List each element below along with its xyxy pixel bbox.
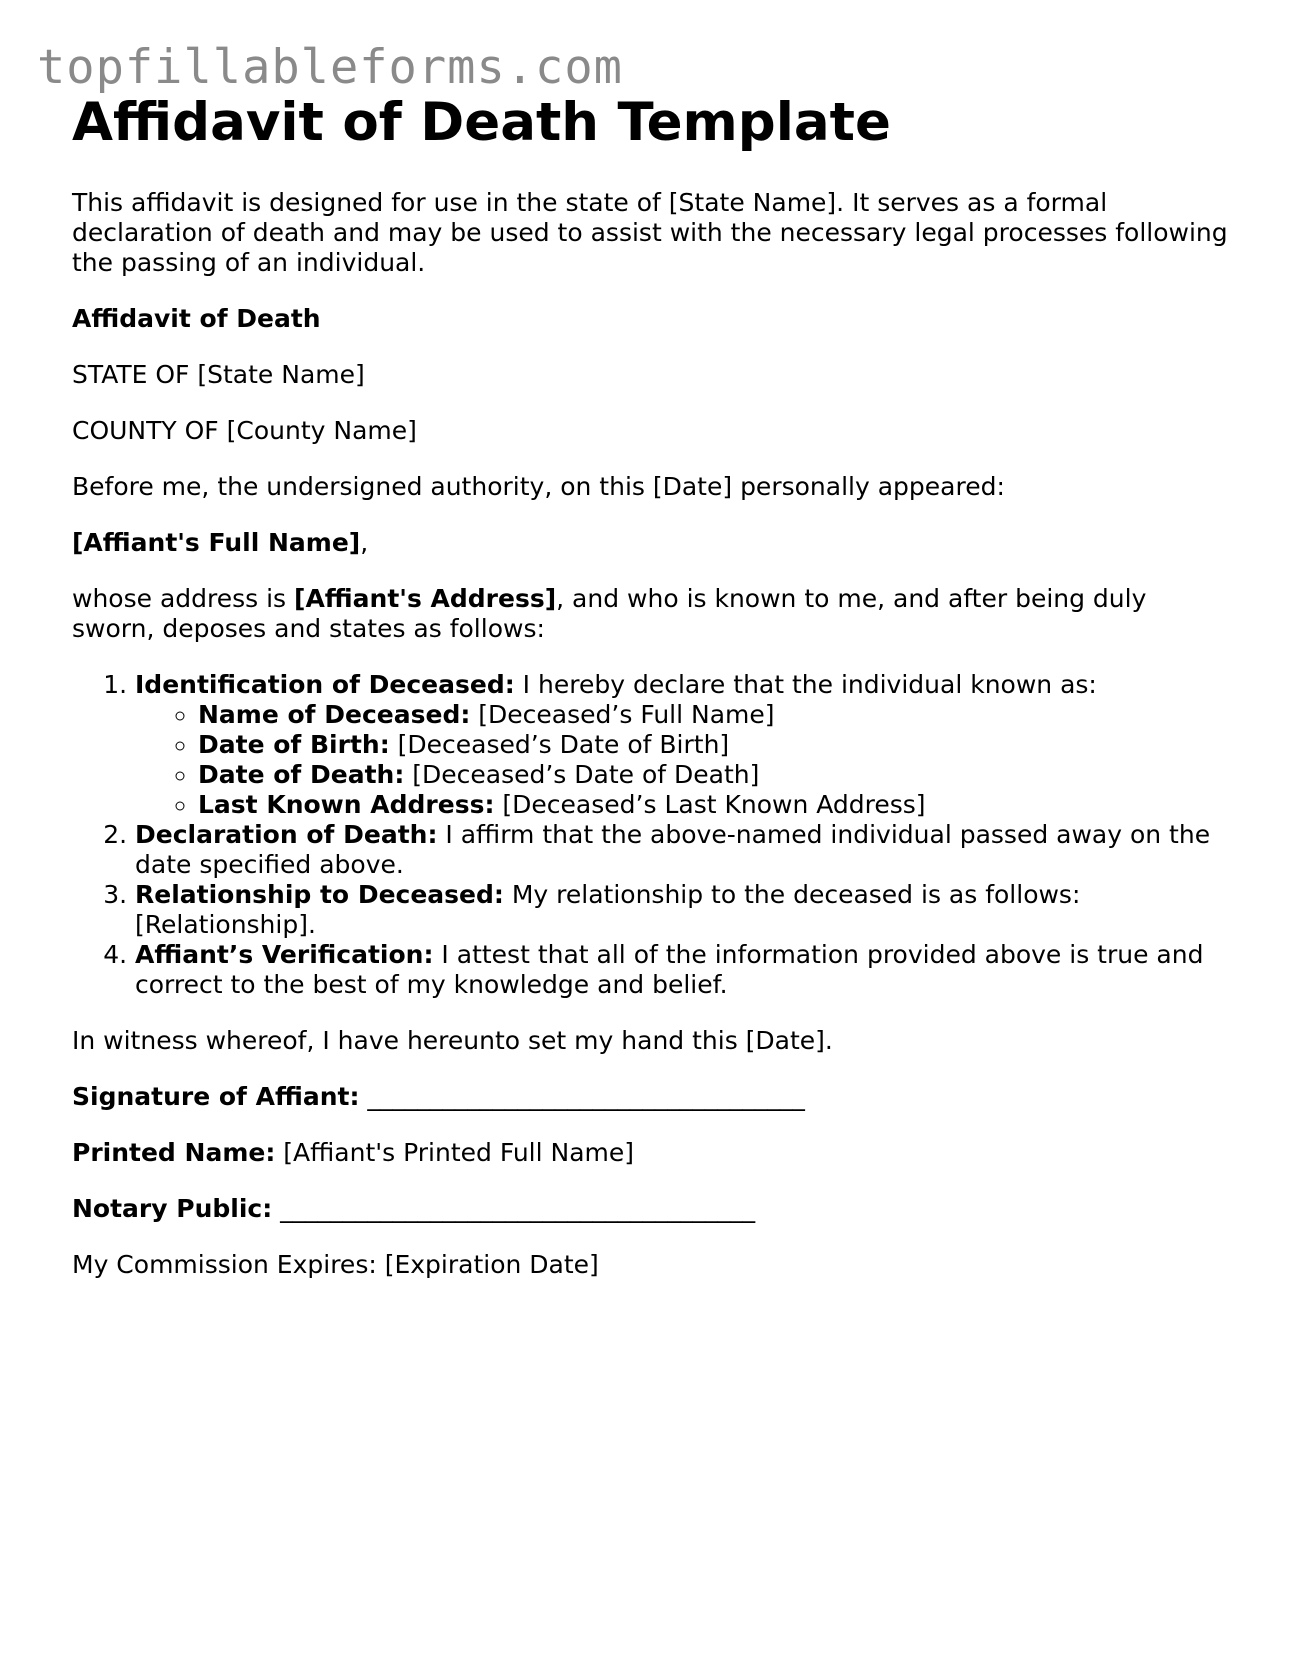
section-heading: Affidavit of Death xyxy=(72,304,321,333)
item-label: Identification of Deceased: xyxy=(135,670,515,699)
list-item-relationship xyxy=(135,880,1232,940)
signature-label: Signature of Affiant: xyxy=(72,1082,360,1111)
item-label: Declaration of Death: xyxy=(135,820,438,849)
item-label: Relationship to Deceased: xyxy=(135,880,504,909)
sub-item-value: [Deceased’s Date of Death] xyxy=(404,760,760,789)
item-text: I affirm that the above-named individual passed away on the date specified above. xyxy=(135,820,1211,879)
address-prefix: whose address is xyxy=(72,584,295,613)
sub-item-birth xyxy=(198,730,1232,760)
item-text: I hereby declare that the individual known as: xyxy=(514,670,1097,699)
affiant-address-line xyxy=(72,584,1232,644)
sub-item-value: [Deceased’s Last Known Address] xyxy=(494,790,926,819)
sub-item-address xyxy=(198,790,1232,820)
commission-line: My Commission Expires: [Expiration Date] xyxy=(72,1250,599,1279)
printed-name-line xyxy=(72,1138,1232,1168)
list-item-identification xyxy=(135,670,1232,820)
sub-item-label: Date of Death: xyxy=(198,760,405,789)
affiant-address: [Affiant's Address] xyxy=(294,584,557,613)
sub-item-label: Last Known Address: xyxy=(198,790,495,819)
document-content xyxy=(72,88,1232,1306)
sub-item-value: [Deceased’s Full Name] xyxy=(470,700,775,729)
watermark: topfillableforms.com xyxy=(37,40,623,95)
affiant-name-line xyxy=(72,528,1232,558)
printed-name-value: [Affiant's Printed Full Name] xyxy=(275,1138,635,1167)
sub-item-death xyxy=(198,760,1232,790)
signature-blank[interactable]: ___________________________________ xyxy=(359,1082,805,1111)
item-text: My relationship to the deceased is as follows: [Relationship]. xyxy=(135,880,1081,939)
sub-item-label: Date of Birth: xyxy=(198,730,390,759)
list-item-verification xyxy=(135,940,1232,1000)
county-line: COUNTY OF [County Name] xyxy=(72,416,417,445)
sub-item-value: [Deceased’s Date of Birth] xyxy=(389,730,730,759)
page-title: Affidavit of Death Template xyxy=(72,92,891,153)
deceased-details-list xyxy=(135,700,1232,820)
notary-blank[interactable]: ______________________________________ xyxy=(272,1194,756,1223)
sub-item-label: Name of Deceased: xyxy=(198,700,471,729)
list-item-declaration xyxy=(135,820,1232,880)
witness-line: In witness whereof, I have hereunto set my hand this [Date]. xyxy=(72,1026,833,1055)
appearance-line: Before me, the undersigned authority, on this [Date] personally appeared: xyxy=(72,472,1005,501)
state-line: STATE OF [State Name] xyxy=(72,360,365,389)
item-label: Affiant’s Verification: xyxy=(135,940,434,969)
item-text: I attest that all of the information provided above is true and correct to the best of my knowledge and belief. xyxy=(135,940,1204,999)
notary-line xyxy=(72,1194,1232,1224)
intro-paragraph: This affidavit is designed for use in the state of [State Name]. It serves as a formal declaration of death and may be used to assist with the necessary legal processes following the passing of an individual. xyxy=(72,188,1228,277)
affiant-name-suffix: , xyxy=(360,528,369,557)
notary-label: Notary Public: xyxy=(72,1194,273,1223)
signature-line xyxy=(72,1082,1232,1112)
declaration-list xyxy=(72,670,1232,1000)
address-suffix: , and who is known to me, and after being duly sworn, deposes and states as follows: xyxy=(72,584,1147,643)
printed-name-label: Printed Name: xyxy=(72,1138,276,1167)
affiant-name: [Affiant's Full Name] xyxy=(72,528,361,557)
sub-item-name xyxy=(198,700,1232,730)
